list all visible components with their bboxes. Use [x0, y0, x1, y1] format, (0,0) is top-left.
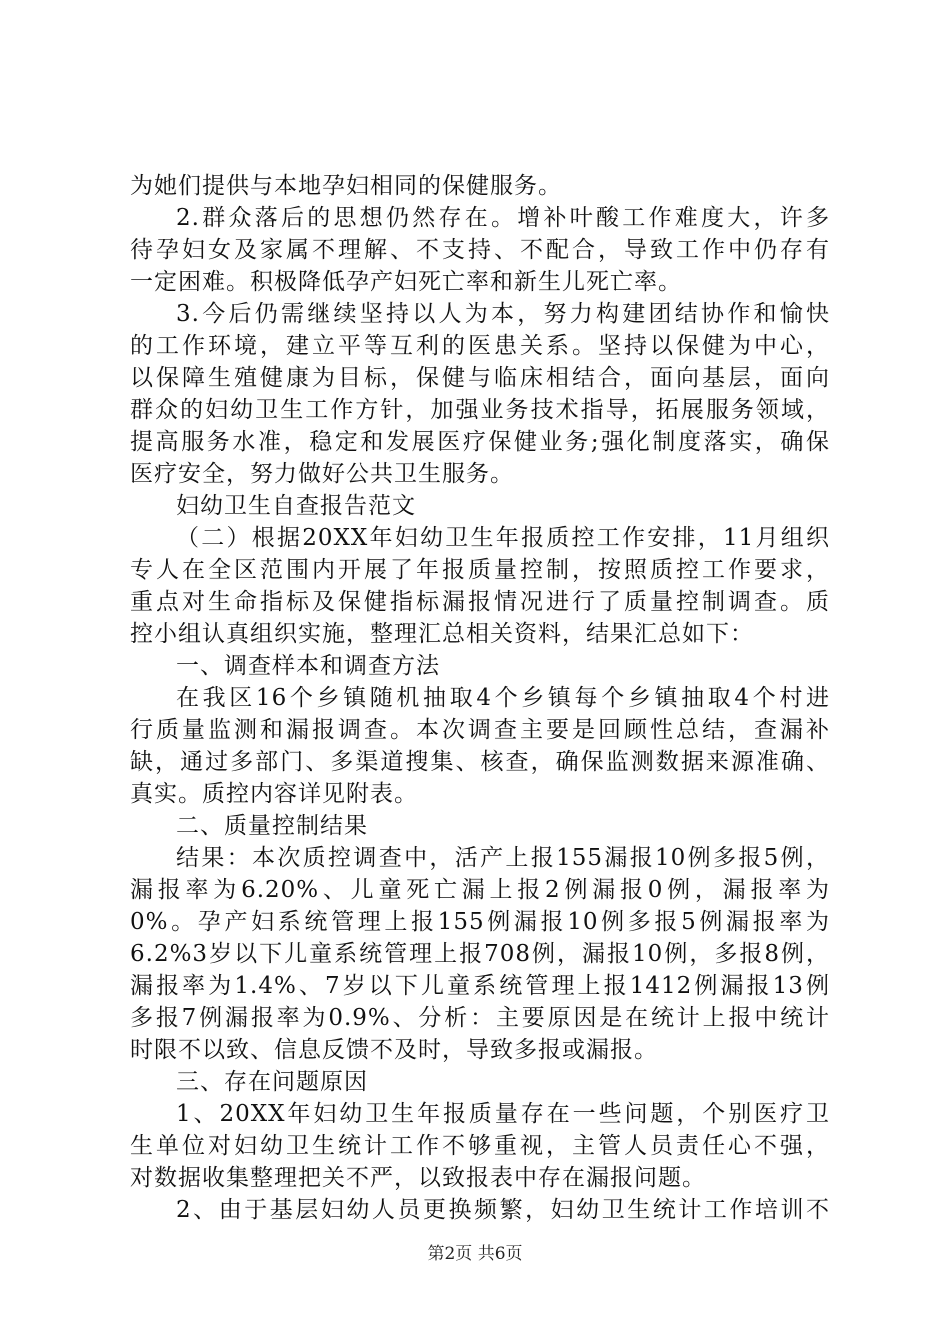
text-line: 1、20XX年妇幼卫生年报质量存在一些问题，个别医疗卫: [176, 1101, 830, 1127]
text-line: 的工作环境，建立平等互利的医患关系。坚持以保健为中心，: [130, 333, 830, 359]
text-line: 为她们提供与本地孕妇相同的保健服务。: [130, 173, 562, 199]
text-line: 真实。质控内容详见附表。: [130, 781, 418, 807]
text-line: 妇幼卫生自查报告范文: [176, 493, 416, 519]
text-line: 6.2%3岁以下儿童系统管理上报708例，漏报10例，多报8例，: [130, 941, 830, 967]
text-line: 提高服务水准，稳定和发展医疗保健业务;强化制度落实，确保: [130, 429, 830, 455]
text-line: 缺，通过多部门、多渠道搜集、核查，确保监测数据来源准确、: [130, 749, 830, 775]
text-line: 重点对生命指标及保健指标漏报情况进行了质量控制调查。质: [130, 589, 830, 615]
text-line: 待孕妇女及家属不理解、不支持、不配合，导致工作中仍存有: [130, 237, 830, 263]
text-line: 结果：本次质控调查中，活产上报155漏报10例多报5例，: [176, 845, 830, 871]
text-line: 时限不以致、信息反馈不及时，导致多报或漏报。: [130, 1037, 658, 1063]
text-line: （二）根据20XX年妇幼卫生年报质控工作安排，11月组织: [176, 525, 830, 551]
text-line: 控小组认真组织实施，整理汇总相关资料，结果汇总如下：: [130, 621, 754, 647]
text-line: 行质量监测和漏报调查。本次调查主要是回顾性总结，查漏补: [130, 717, 830, 743]
text-line: 以保障生殖健康为目标，保健与临床相结合，面向基层，面向: [130, 365, 830, 391]
text-line: 2.群众落后的思想仍然存在。增补叶酸工作难度大，许多: [176, 205, 830, 231]
document-body: [130, 170, 830, 1226]
text-line: 2、由于基层妇幼人员更换频繁，妇幼卫生统计工作培训不: [176, 1197, 830, 1223]
text-line: 一定困难。积极降低孕产妇死亡率和新生儿死亡率。: [130, 269, 682, 295]
page-number-footer: 第2页 共6页: [427, 1244, 523, 1264]
text-line: 生单位对妇幼卫生统计工作不够重视，主管人员责任心不强，: [130, 1133, 830, 1159]
text-line: 三、存在问题原因: [176, 1069, 368, 1095]
text-line: 漏报率为1.4%、7岁以下儿童系统管理上报1412例漏报13例: [130, 973, 830, 999]
text-line: 3.今后仍需继续坚持以人为本，努力构建团结协作和愉快: [176, 301, 830, 327]
text-line: 医疗安全，努力做好公共卫生服务。: [130, 461, 514, 487]
text-line: 对数据收集整理把关不严，以致报表中存在漏报问题。: [130, 1165, 706, 1191]
text-line: 0%。孕产妇系统管理上报155例漏报10例多报5例漏报率为: [130, 909, 830, 935]
text-line: 在我区16个乡镇随机抽取4个乡镇每个乡镇抽取4个村进: [176, 685, 830, 711]
text-line: 多报7例漏报率为0.9%、分析：主要原因是在统计上报中统计: [130, 1005, 830, 1031]
text-line: 群众的妇幼卫生工作方针，加强业务技术指导，拓展服务领域，: [130, 397, 830, 423]
text-line: 漏报率为6.20%、儿童死亡漏上报2例漏报0例，漏报率为: [130, 877, 830, 903]
text-line: 二、质量控制结果: [176, 813, 368, 839]
text-line: 专人在全区范围内开展了年报质量控制，按照质控工作要求，: [130, 557, 830, 583]
text-line: 一、调查样本和调查方法: [176, 653, 440, 679]
